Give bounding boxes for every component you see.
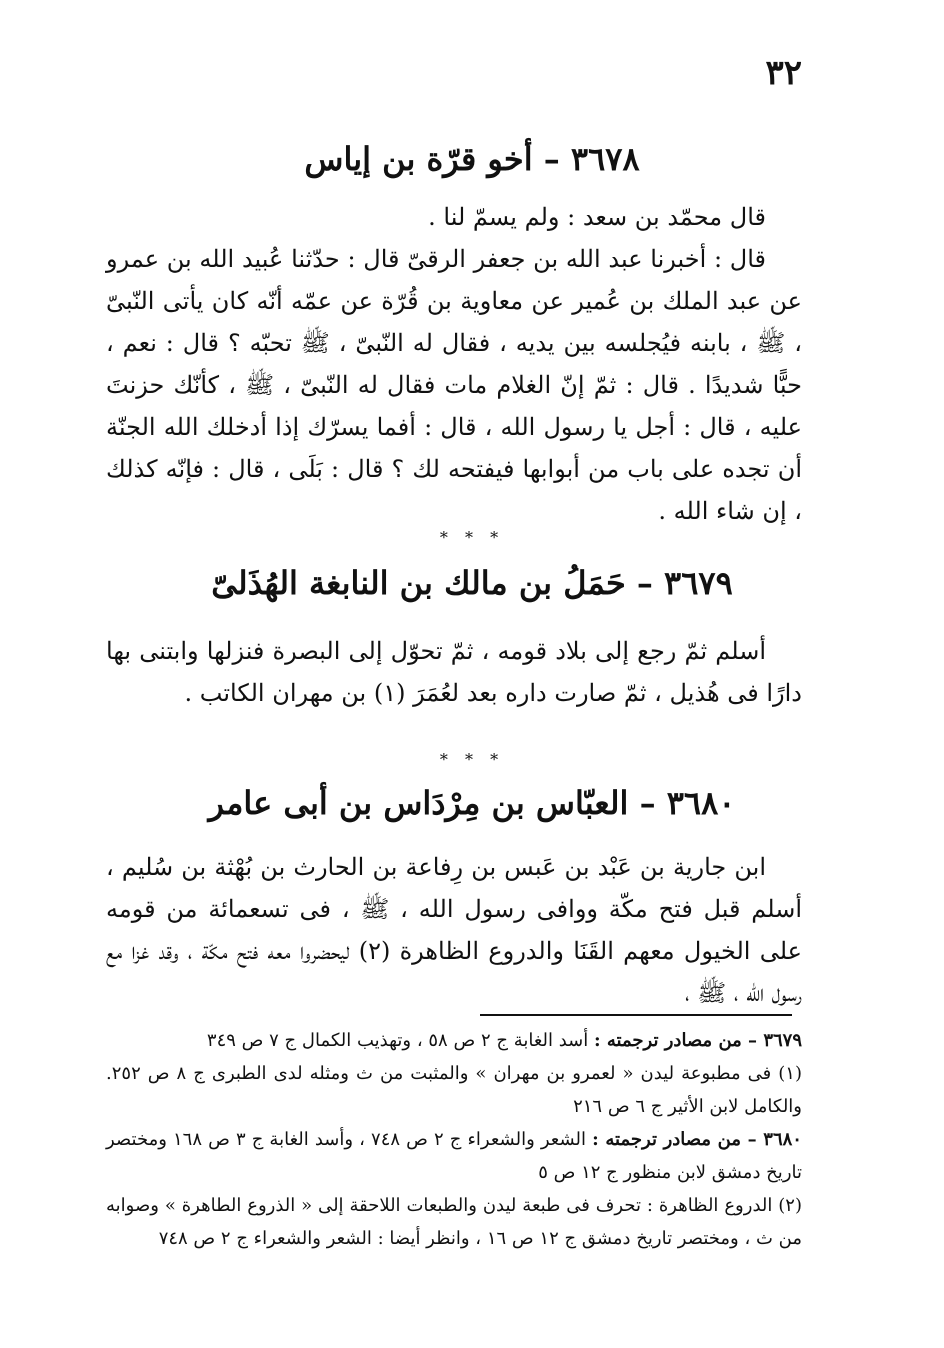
entry-paragraph: ابن جارية بن عَبْد بن عَبس بن رِفاعة بن الحارث بن بُهْثة بن سُليم ، أسلم قبل فتح مكّة ووافى رسول الله ، ﷺ ، فى تسعمائة من قومه على الخيول معهم القَنَا والدروع الظاهرة (٢) ليحضروا معه فتح مكّة ، وقد غزا مع رسول الله ، ﷺ ، — [106, 853, 802, 1007]
section-separator: * * * — [439, 528, 505, 547]
footnote-text: (١) فى مطبوعة ليدن « لعمرو بن مهران » والمثبت من ث ومثله لدى الطبرى ج ٨ ص ٢٥٢. والكامل لابن الأثير ج ٦ ص ٢١٦ — [106, 1063, 802, 1117]
footnote-text: أسد الغابة ج ٢ ص ٥٨ ، وتهذيب الكمال ج ٧ ص ٣٤٩ — [206, 1030, 589, 1051]
footnote-1 — [106, 1057, 802, 1123]
entry-paragraph: قال محمّد بن سعد : ولم يسمّ لنا . — [428, 203, 766, 231]
entry-paragraph: قال : أخبرنا عبد الله بن جعفر الرقىّ قال : حدّثنا عُبيد الله بن عمرو عن عبد الملك بن عُمير عن معاوية بن قُرّة عن عمّه أنّه كان يأتى النّبىّ ، ﷺ ، بابنه فيُجلسه بين يديه ، فقال له النّبىّ ، ﷺ تحبّه ؟ قال : نعم ، حبًّا شديدًا . قال : ثمّ إنّ الغلام مات فقال له النّبىّ ، ﷺ ، كأنّك حزنتَ عليه ، قال : أجل يا رسول الله ، قال : أفما يسرّك إذا أدخلك الله الجنّة أن تجده على باب من أبوابها فيفتحه لك ؟ قال : بَلَى ، قال : فإنّه كذلك ، إن شاء الله . — [106, 245, 802, 525]
footnote-text: الشعر والشعراء ج ٢ ص ٧٤٨ ، وأسد الغابة ج ٣ ص ١٦٨ ومختصر تاريخ دمشق لابن منظور ج ١٢ ص ٥ — [106, 1129, 802, 1183]
section-separator: * * * — [439, 750, 505, 769]
footnote-divider — [480, 1014, 792, 1016]
footnote-heading: ٣٦٧٩ – من مصادر ترجمته : — [594, 1030, 802, 1051]
entry-body-3680 — [106, 846, 802, 1014]
entry-body-3678 — [106, 196, 802, 532]
footnotes — [106, 1024, 802, 1255]
footnote-sources-3680 — [106, 1123, 802, 1189]
footnote-sources-3679 — [106, 1024, 802, 1057]
entry-paragraph: أسلم ثمّ رجع إلى بلاد قومه ، ثمّ تحوّل إلى البصرة فنزلها وابتنى بها دارًا فى هُذيل ، ثمّ صارت داره بعد لعُمَرَ (١) بن مهران الكاتب . — [106, 637, 802, 707]
footnote-text: (٢) الدروع الظاهرة : تحرف فى طبعة ليدن والطبعات اللاحقة إلى « الذروع الطاهرة » وصوابه من ث ، ومختصر تاريخ دمشق ج ١٢ ص ١٦ ، وانظر أيضا : الشعر والشعراء ج ٢ ص ٧٤٨ — [106, 1195, 802, 1249]
footnote-2 — [106, 1189, 802, 1255]
entry-body-3679 — [106, 630, 802, 714]
page-number: ٣٢ — [765, 53, 802, 93]
entry-title-3679: ٣٦٧٩ – حَمَلُ بن مالك بن النابغة الهُذَلىّ — [211, 564, 733, 602]
entry-title-3680: ٣٦٨٠ – العبّاس بن مِرْدَاس بن أبى عامر — [208, 784, 736, 822]
footnote-heading: ٣٦٨٠ – من مصادر ترجمته : — [592, 1129, 802, 1150]
entry-title-3678: ٣٦٧٨ – أخو قرّة بن إياس — [304, 140, 640, 178]
